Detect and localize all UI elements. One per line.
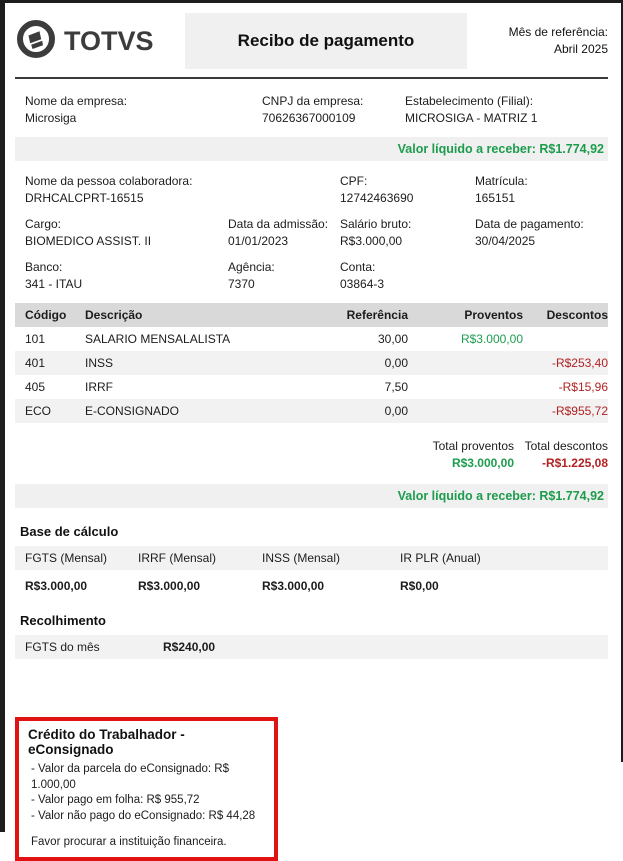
field-label: Nome da pessoa colaboradora: <box>25 174 193 188</box>
employee-row-2 <box>25 216 608 250</box>
company-info-section <box>15 79 608 137</box>
field-value: 12742463690 <box>340 191 414 205</box>
month-reference <box>467 24 608 58</box>
company-name-field <box>25 93 262 127</box>
field-value: DRHCALCPRT-16515 <box>25 191 144 205</box>
total-proventos-label: Total proventos <box>432 439 514 453</box>
field-value: 03864-3 <box>340 277 385 291</box>
company-branch-field <box>405 93 608 127</box>
credit-box-title: Crédito do Trabalhador - eConsignado <box>28 727 185 757</box>
cell-reference: 7,50 <box>384 380 408 394</box>
field-value: 01/01/2023 <box>228 234 289 248</box>
cell-description: E-CONSIGNADO <box>85 404 180 418</box>
employee-row-3 <box>25 259 608 293</box>
field-label: CNPJ da empresa: <box>262 94 364 108</box>
table-header-row <box>15 303 608 327</box>
field-value: Microsiga <box>25 111 77 125</box>
table-row <box>15 351 608 375</box>
base-calc-col-value: R$3.000,00 <box>138 579 201 593</box>
employee-payment-date-field <box>475 216 608 250</box>
field-value: 7370 <box>228 277 255 291</box>
totvs-logo <box>15 18 175 65</box>
table-row <box>15 327 608 351</box>
base-calc-title: Base de cálculo <box>20 524 119 539</box>
field-value: BIOMEDICO ASSIST. II <box>25 234 152 248</box>
field-label: Agência: <box>228 260 275 274</box>
cell-code: 101 <box>25 332 46 346</box>
base-calc-header-row <box>15 546 608 570</box>
field-value: 341 - ITAU <box>25 277 83 291</box>
cell-description: IRRF <box>85 380 113 394</box>
header-cell-description: Descrição <box>85 308 143 322</box>
employee-agency-field <box>228 259 340 293</box>
employee-bank-field <box>25 259 228 293</box>
base-calc-col-label: IRRF (Mensal) <box>138 551 217 565</box>
recolhimento-row <box>15 635 608 659</box>
total-descontos-value: -R$1.225,08 <box>541 456 608 470</box>
header-cell-code: Código <box>25 308 67 322</box>
base-calc-col-label: IR PLR (Anual) <box>400 551 481 565</box>
field-label: Salário bruto: <box>340 217 412 231</box>
cell-description: INSS <box>85 356 114 370</box>
page-title: Recibo de pagamento <box>237 31 415 50</box>
header-cell-reference: Referência <box>346 308 408 322</box>
field-value: 30/04/2025 <box>475 234 536 248</box>
base-calc-col-value: R$0,00 <box>400 579 439 593</box>
recolhimento-title: Recolhimento <box>20 613 106 628</box>
cell-code: ECO <box>25 404 52 418</box>
employee-name-field <box>25 173 340 207</box>
receipt-page <box>5 3 621 861</box>
recolhimento-label: FGTS do mês <box>25 640 100 654</box>
field-label: Data da admissão: <box>228 217 329 231</box>
net-amount-bar: Valor líquido a receber: R$1.774,92 <box>15 137 608 161</box>
net-amount-bar: Valor líquido a receber: R$1.774,92 <box>15 484 608 508</box>
table-row <box>15 375 608 399</box>
payslip-table <box>15 303 608 423</box>
credit-alert-box <box>15 717 278 861</box>
cell-reference: 30,00 <box>377 332 408 346</box>
cell-descontos: -R$955,72 <box>551 404 608 418</box>
cell-description: SALARIO MENSALALISTA <box>85 332 231 346</box>
base-calc-col-value: R$3.000,00 <box>262 579 325 593</box>
total-proventos-value: R$3.000,00 <box>451 456 514 470</box>
field-label: Estabelecimento (Filial): <box>405 94 534 108</box>
cell-descontos: -R$253,40 <box>551 356 608 370</box>
base-calc-col-value: R$3.000,00 <box>25 579 88 593</box>
base-calc-col-label: FGTS (Mensal) <box>25 551 108 565</box>
recolhimento-value: R$240,00 <box>163 640 216 654</box>
employee-row-1 <box>25 173 608 207</box>
field-label: Cargo: <box>25 217 62 231</box>
field-label: Data de pagamento: <box>475 217 584 231</box>
base-calc-values-row <box>15 575 608 597</box>
cell-reference: 0,00 <box>384 356 408 370</box>
cell-proventos: R$3.000,00 <box>460 332 523 346</box>
company-cnpj-field <box>262 93 405 127</box>
cell-code: 405 <box>25 380 46 394</box>
field-label: Conta: <box>340 260 376 274</box>
totvs-logo-icon <box>15 18 57 65</box>
cell-descontos: -R$15,96 <box>558 380 608 394</box>
field-label: Banco: <box>25 260 63 274</box>
employee-gross-salary-field <box>340 216 475 250</box>
employee-role-field <box>25 216 228 250</box>
field-label: CPF: <box>340 174 368 188</box>
employee-account-field <box>340 259 475 293</box>
cell-reference: 0,00 <box>384 404 408 418</box>
field-value: 70626367000109 <box>262 111 356 125</box>
employee-id-field <box>475 173 608 207</box>
credit-box-item: - Valor da parcela do eConsignado: R$ 1.000,00 <box>31 763 229 791</box>
base-calc-col-label: INSS (Mensal) <box>262 551 341 565</box>
credit-box-footer: Favor procurar a instituição financeira. <box>31 836 227 848</box>
header-cell-descontos: Descontos <box>546 308 608 322</box>
table-row <box>15 399 608 423</box>
credit-box-item: - Valor pago em folha: R$ 955,72 <box>31 794 200 806</box>
employee-admission-field <box>228 216 340 250</box>
month-reference-value: Abril 2025 <box>553 42 608 56</box>
header-cell-proventos: Proventos <box>464 308 523 322</box>
field-value: MICROSIGA - MATRIZ 1 <box>405 111 538 125</box>
field-label: Nome da empresa: <box>25 94 128 108</box>
totals-section <box>15 439 608 470</box>
credit-box-item: - Valor não pago do eConsignado: R$ 44,28 <box>31 809 256 822</box>
month-reference-label: Mês de referência: <box>508 25 608 40</box>
employee-info-section <box>15 173 608 293</box>
field-value: R$3.000,00 <box>340 234 403 248</box>
employee-cpf-field <box>340 173 475 207</box>
total-descontos-label: Total descontos <box>524 439 608 453</box>
field-label: Matrícula: <box>475 174 528 188</box>
title-box <box>185 13 467 69</box>
field-value: 165151 <box>475 191 516 205</box>
cell-code: 401 <box>25 356 46 370</box>
totvs-logo-text: TOTVS <box>64 25 154 56</box>
receipt-header <box>15 11 608 71</box>
